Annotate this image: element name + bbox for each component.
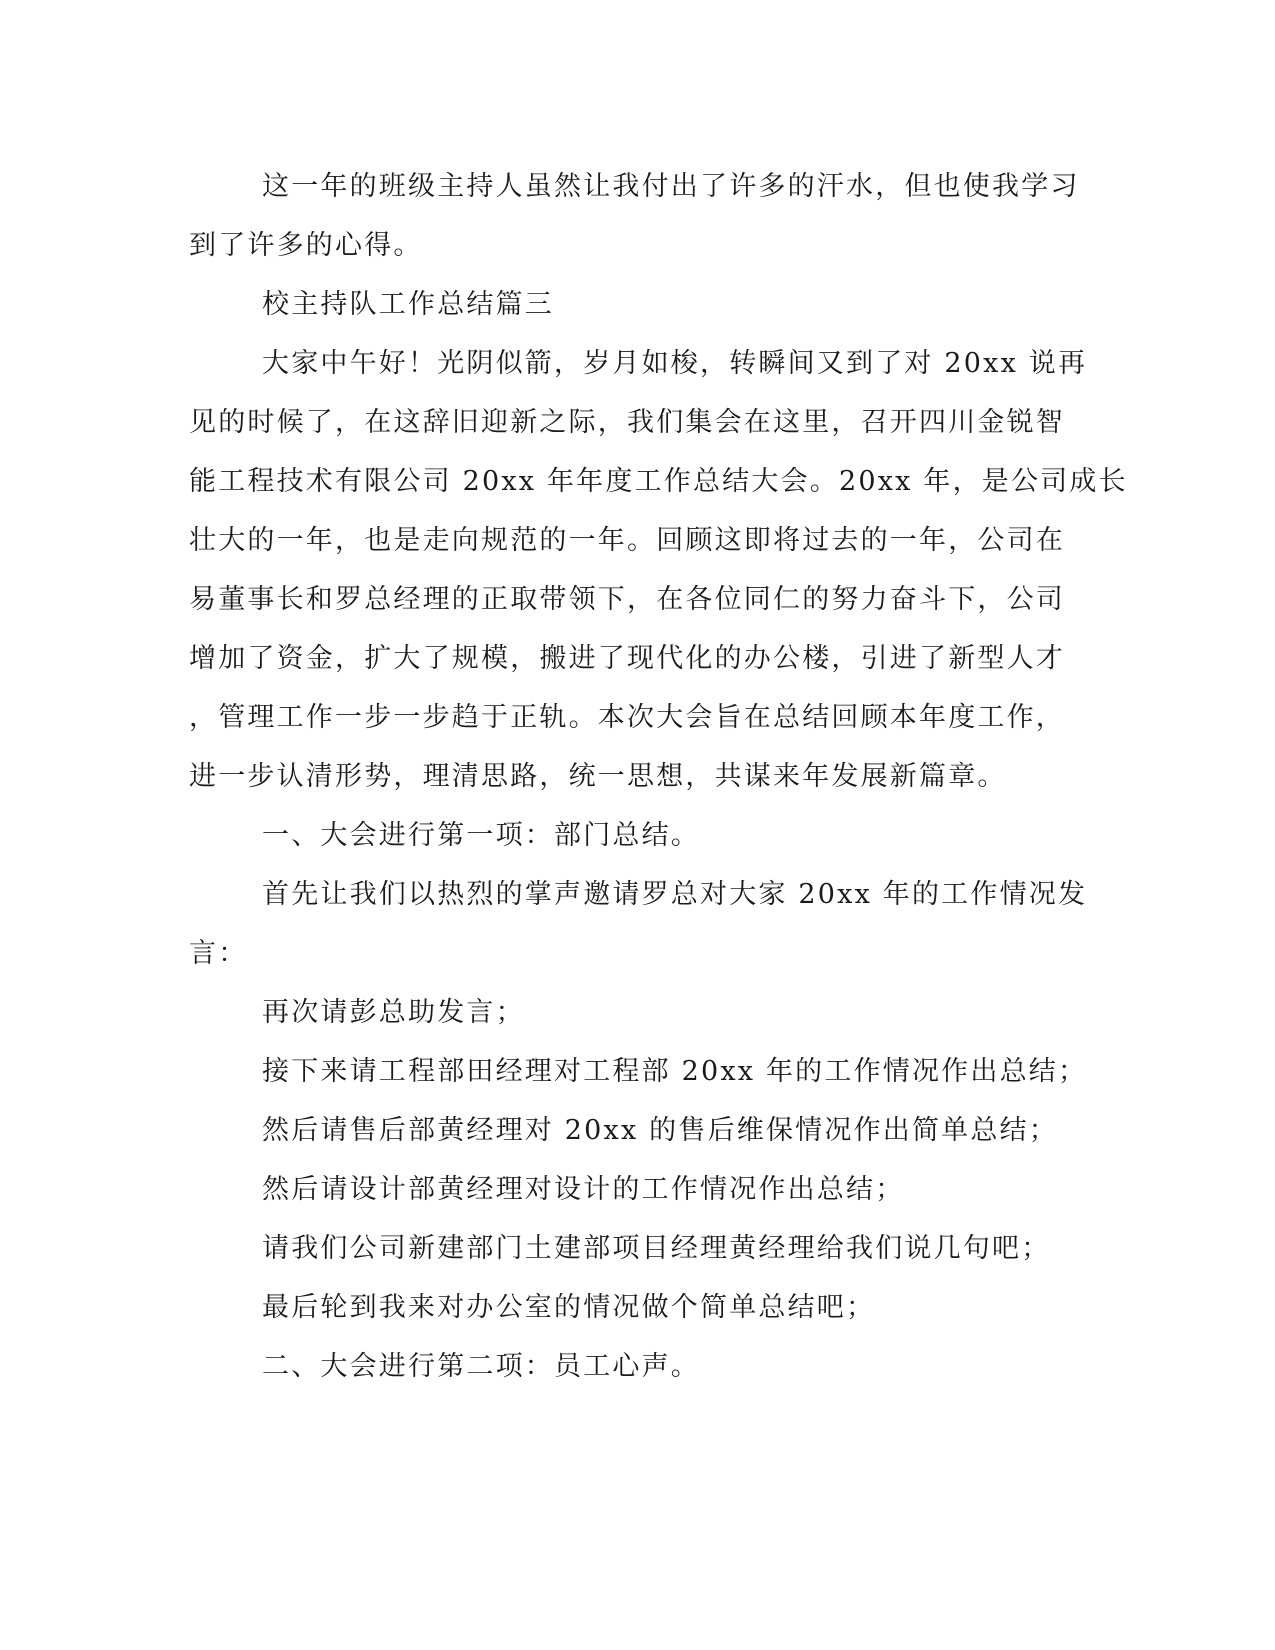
paragraph-line: 进一步认清形势，理清思路，统一思想，共谋来年发展新篇章。	[189, 761, 1007, 792]
paragraph-line: 这一年的班级主持人虽然让我付出了许多的汗水，但也使我学习	[262, 171, 1080, 202]
paragraph-line: 然后请售后部黄经理对 20xx 的售后维保情况作出简单总结；	[262, 1115, 1058, 1146]
paragraph-line: 易董事长和罗总经理的正取带领下，在各位同仁的努力奋斗下，公司	[189, 584, 1065, 615]
paragraph-line: 大家中午好！光阴似箭，岁月如梭，转瞬间又到了对 20xx 说再	[262, 348, 1088, 379]
paragraph-line: 能工程技术有限公司 20xx 年年度工作总结大会。20xx 年，是公司成长	[189, 466, 1128, 497]
paragraph-line: 壮大的一年，也是走向规范的一年。回顾这即将过去的一年，公司在	[189, 525, 1065, 556]
paragraph-line: 请我们公司新建部门土建部项目经理黄经理给我们说几句吧；	[262, 1233, 1051, 1264]
paragraph-line: 然后请设计部黄经理对设计的工作情况作出总结；	[262, 1174, 905, 1205]
paragraph-line: 最后轮到我来对办公室的情况做个简单总结吧；	[262, 1292, 876, 1323]
paragraph-line: 言：	[189, 938, 248, 969]
paragraph-line: 首先让我们以热烈的掌声邀请罗总对大家 20xx 年的工作情况发	[262, 879, 1088, 910]
paragraph-line: 接下来请工程部田经理对工程部 20xx 年的工作情况作出总结；	[262, 1056, 1088, 1087]
section-heading: 二、大会进行第二项：员工心声。	[262, 1351, 700, 1382]
paragraph-line: 再次请彭总助发言；	[262, 997, 525, 1028]
section-heading: 校主持队工作总结篇三	[262, 289, 554, 320]
paragraph-line: 见的时候了，在这辞旧迎新之际，我们集会在这里，召开四川金锐智	[189, 407, 1065, 438]
paragraph-line: ，管理工作一步一步趋于正轨。本次大会旨在总结回顾本年度工作，	[189, 702, 1065, 733]
paragraph-line: 到了许多的心得。	[189, 230, 423, 261]
section-heading: 一、大会进行第一项：部门总结。	[262, 820, 700, 851]
paragraph-line: 增加了资金，扩大了规模，搬进了现代化的办公楼，引进了新型人才	[189, 643, 1065, 674]
